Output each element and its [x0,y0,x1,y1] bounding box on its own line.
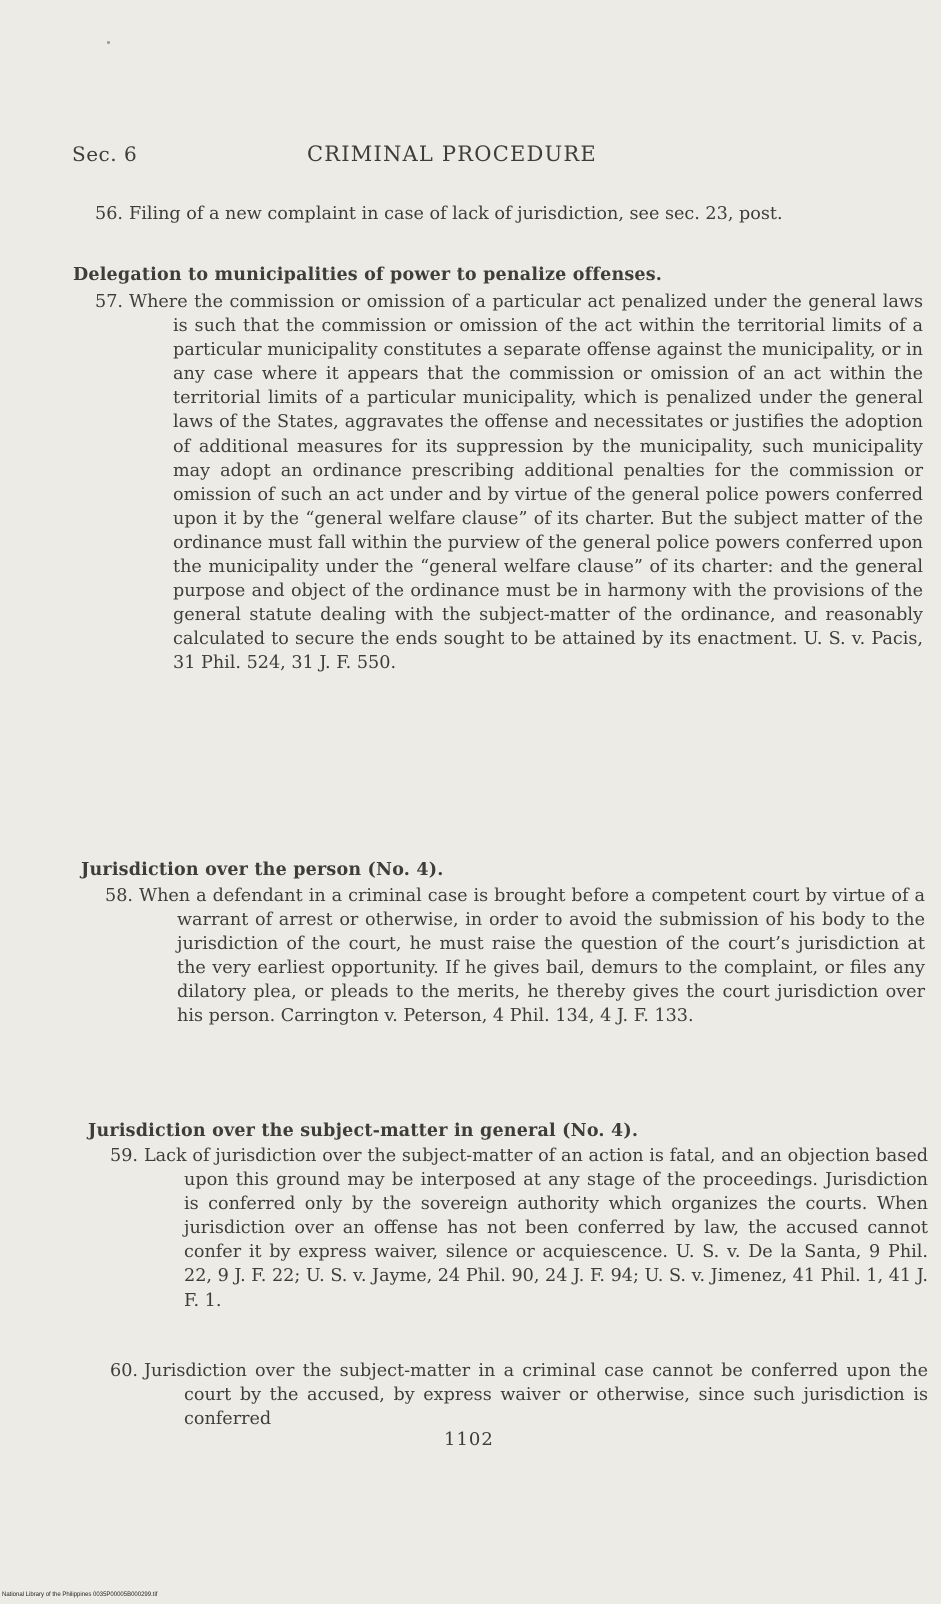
paragraph-number: 58. [105,886,133,906]
paragraph-text: Where the commission or omission of a particular act penalized under the general laws is such that the commission or omission of the act within the territorial limits of a particular municipality constitutes a separate offense against the municipality, or in any case where it appears that the commission or omission of an act within the territorial limits of a particular municipality, which is penalized under the general laws of the States, aggravates the offense and necessitates or justifies the adoption of additional measures for its suppression by the municipality, such municipality may adopt an ordinance prescribing additional penalties for the commission or omission of such an act under and by virtue of the general police powers conferred upon it by the “general welfare clause” of its charter. But the subject matter of the ordinance must fall within the purview of the general police powers conferred upon the municipality under the “general welfare clause” of its charter: and the general purpose and object of the ordinance must be in harmony with the provisions of the general statute dealing with the subject-matter of the ordinance, and reasonably calculated to secure the ends sought to be attained by its enactment. U. S. v. Pacis, 31 Phil. 524, 31 J. F. 550. [128,292,923,674]
paragraph-text: Jurisdiction over the subject-matter in a criminal case cannot be conferred upon the court by the accused, by express waiver or otherwise, since such jurisdiction is conferred [143,1361,928,1430]
running-head-title: CRIMINAL PROCEDURE [307,142,597,166]
paragraph-text: Lack of jurisdiction over the subject-matter of an action is fatal, and an objection based upon this ground may be interposed at any stage of the proceedings. Jurisdiction is conferred only by the sovereign authority which organizes the courts. When jurisdiction over an offense has not been conferred by law, the accused cannot confer it by express waiver, silence or acquiescence. U. S. v. De la Santa, 9 Phil. 22, 9 J. F. 22; U. S. v. Jayme, 24 Phil. 90, 24 J. F. 94; U. S. v. Jimenez, 41 Phil. 1, 41 J. F. 1. [143,1146,928,1311]
heading-delegation: Delegation to municipalities of power to penalize offenses. [73,265,663,285]
paragraph-58 [105,884,925,1029]
paragraph-number: 57. [95,292,123,312]
paragraph-57 [95,290,923,676]
running-head [72,142,792,170]
paragraph-text: Filing of a new complaint in case of lack of jurisdiction, see sec. 23, post. [128,204,783,224]
paragraph-60 [110,1359,928,1431]
paragraph-number: 56. [95,204,123,224]
page-number: 1102 [444,1429,494,1450]
paragraph-number: 59. [110,1146,138,1166]
paragraph-number: 60. [110,1361,138,1381]
paragraph-59 [110,1144,928,1313]
heading-jurisdiction-person: Jurisdiction over the person (No. 4). [81,860,444,880]
section-label: Sec. 6 [72,142,138,166]
paragraph-56 [95,202,917,226]
paragraph-text: When a defendant in a criminal case is brought before a competent court by virtue of a warrant of arrest or otherwise, in order to avoid the submission of his body to the jurisdiction of the court, he must raise the question of the court’s jurisdiction at the very earliest opportunity. If he gives bail, demurs to the complaint, or files any dilatory plea, or pleads to the merits, he thereby gives the court jurisdiction over his person. Carrington v. Peterson, 4 Phil. 134, 4 J. F. 133. [138,886,925,1027]
scan-footer: National Library of the Philippines 0035P00005B000299.tif [2,1592,158,1598]
dust-speck [107,41,110,44]
heading-jurisdiction-subject: Jurisdiction over the subject-matter in general (No. 4). [88,1121,639,1141]
